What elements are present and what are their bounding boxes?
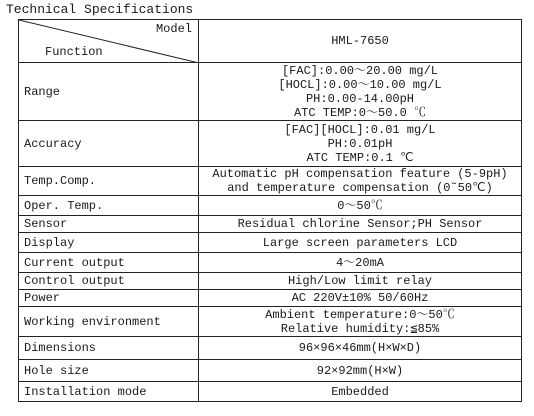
spec-value-line: 0〜50℃ [337, 198, 383, 213]
spec-row [19, 63, 522, 121]
model-label: Model [155, 22, 192, 36]
spec-table [18, 19, 522, 402]
spec-value [199, 273, 522, 290]
spec-row [19, 216, 522, 233]
spec-value-line: 96×96×46mm(H×W×D) [298, 341, 422, 355]
section-title: Technical Specifications [6, 2, 194, 17]
spec-row [19, 382, 522, 402]
spec-row [19, 167, 522, 196]
spec-value [199, 360, 522, 382]
function-label: Function [45, 45, 103, 59]
spec-label: Oper. Temp. [19, 196, 199, 216]
header-cell-model-function [19, 20, 199, 63]
spec-value [199, 233, 522, 253]
spec-row [19, 307, 522, 337]
spec-value [199, 167, 522, 196]
spec-value [199, 196, 522, 216]
spec-value-line: [FAC][HOCL]:0.01 mg/L [284, 122, 436, 137]
spec-value-line: Ambient temperature:0〜50℃ [265, 307, 455, 322]
spec-label: Sensor [19, 216, 199, 233]
spec-value [199, 382, 522, 402]
spec-label: Installation mode [19, 382, 199, 402]
spec-label: Accuracy [19, 121, 199, 167]
spec-value-line: Embedded [331, 384, 389, 399]
spec-value-line: Residual chlorine Sensor;PH Sensor [237, 217, 483, 231]
spec-value [199, 121, 522, 167]
spec-header-row [19, 20, 522, 63]
spec-row [19, 360, 522, 382]
spec-value [199, 337, 522, 360]
spec-value-line: High/Low limit relay [287, 274, 433, 288]
spec-row [19, 253, 522, 273]
spec-label: Temp.Comp. [19, 167, 199, 196]
spec-label: Control output [19, 273, 199, 290]
spec-label: Hole size [19, 360, 199, 382]
spec-row [19, 121, 522, 167]
spec-row [19, 290, 522, 307]
spec-row [19, 196, 522, 216]
spec-row [19, 233, 522, 253]
spec-value-line: and temperature compensation (0˜50℃) [227, 181, 493, 195]
spec-value-line: PH:0.00-14.00pH [305, 91, 415, 106]
spec-label: Display [19, 233, 199, 253]
spec-value-line: 92×92mm(H×W) [316, 363, 404, 378]
spec-value [199, 253, 522, 273]
spec-value [199, 307, 522, 337]
spec-label: Dimensions [19, 337, 199, 360]
spec-value-line: Automatic pH compensation feature (5-9pH) [212, 167, 508, 181]
spec-value [199, 63, 522, 121]
spec-value-line: [FAC]:0.00〜20.00 mg/L [281, 63, 439, 78]
spec-value-line: PH:0.01pH [327, 136, 393, 151]
spec-row [19, 273, 522, 290]
spec-value-line: AC 220V±10% 50/60Hz [291, 291, 429, 305]
spec-label: Range [19, 63, 199, 121]
spec-value-line: Relative humidity:≦85% [280, 321, 440, 336]
spec-value-line: 4〜20mA [335, 255, 384, 270]
spec-label: Power [19, 290, 199, 307]
spec-value-line: ATC TEMP:0〜50.0 ℃ [293, 105, 427, 120]
spec-row [19, 337, 522, 360]
spec-label: Working environment [19, 307, 199, 337]
model-value: HML-7650 [199, 20, 522, 63]
spec-value-line: Large screen parameters LCD [262, 235, 458, 250]
spec-value-line: [HOCL]:0.00〜10.00 mg/L [278, 77, 442, 92]
spec-value [199, 216, 522, 233]
spec-value [199, 290, 522, 307]
spec-label: Current output [19, 253, 199, 273]
spec-value-line: ATC TEMP:0.1 ℃ [306, 150, 414, 165]
